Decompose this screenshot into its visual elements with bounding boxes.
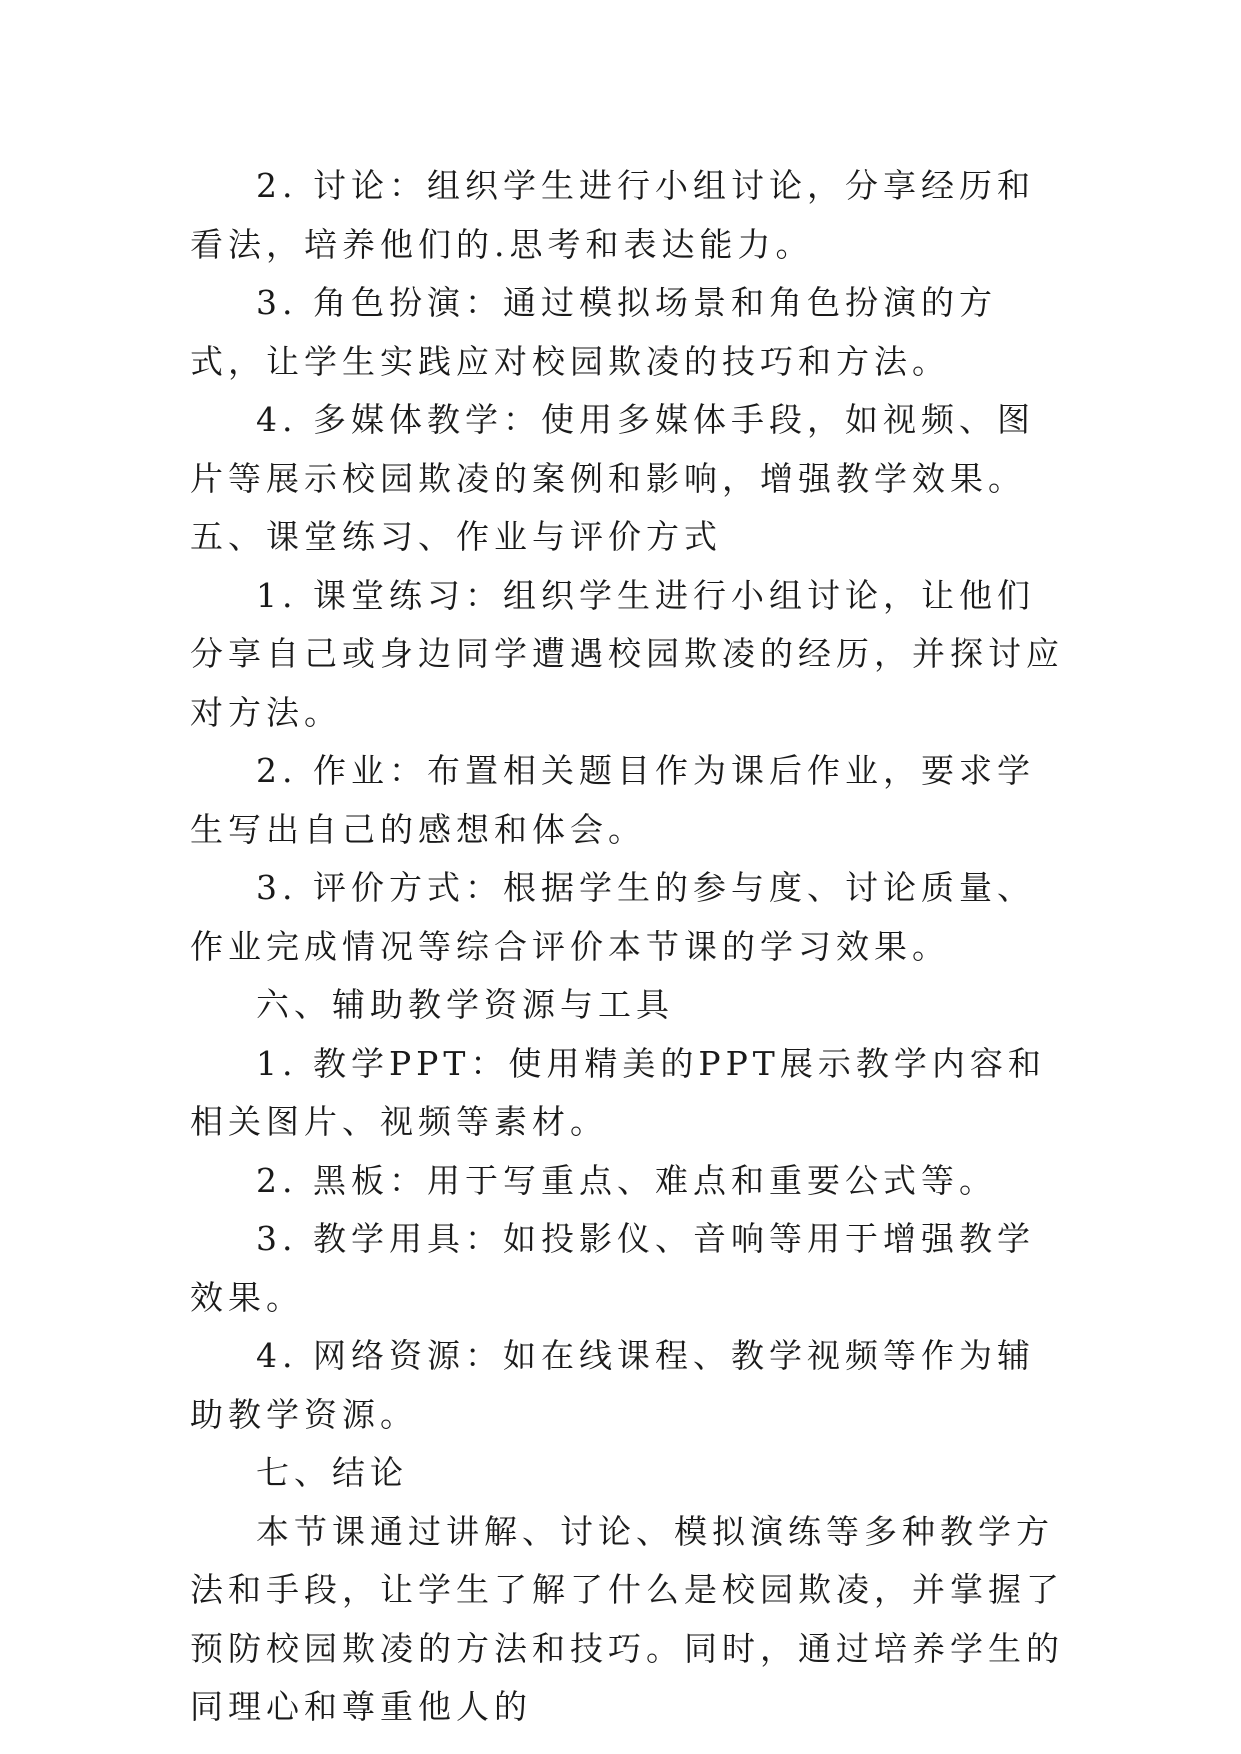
- paragraph-conclusion: 本节课通过讲解、讨论、模拟演练等多种教学方法和手段，让学生了解了什么是校园欺凌，并掌握了预防校园欺凌的方法和技巧。同时，通过培养学生的同理心和尊重他人的: [190, 1511, 1064, 1726]
- paragraph-discussion: 2. 讨论：组织学生进行小组讨论，分享经历和看法，培养他们的.思考和表达能力。: [190, 166, 1035, 264]
- paragraph-evaluation: 3. 评价方式：根据学生的参与度、讨论质量、作业完成情况等综合评价本节课的学习效果。: [190, 868, 1035, 966]
- paragraph-network-resources: 4. 网络资源：如在线课程、教学视频等作为辅助教学资源。: [190, 1336, 1035, 1434]
- paragraph-multimedia: 4. 多媒体教学：使用多媒体手段，如视频、图片等展示校园欺凌的案例和影响，增强教学效果。 五、课堂练习、作业与评价方式: [190, 400, 1035, 556]
- paragraph-homework: 2. 作业：布置相关题目作为课后作业，要求学生写出自己的感想和体会。: [190, 751, 1035, 849]
- document-body: [190, 157, 1070, 1737]
- section-heading-conclusion: 七、结论: [256, 1453, 408, 1492]
- paragraph-blackboard: 2. 黑板：用于写重点、难点和重要公式等。: [256, 1160, 997, 1200]
- paragraph-ppt: 1. 教学PPT：使用精美的PPT展示教学内容和相关图片、视频等素材。: [190, 1043, 1046, 1141]
- paragraph-class-practice: 1. 课堂练习：组织学生进行小组讨论，让他们分享自己或身边同学遭遇校园欺凌的经历，并探讨应对方法。: [190, 575, 1064, 732]
- section-heading-resources: 六、辅助教学资源与工具: [256, 985, 674, 1024]
- paragraph-role-play: 3. 角色扮演：通过模拟场景和角色扮演的方式，让学生实践应对校园欺凌的技巧和方法。: [190, 283, 997, 381]
- paragraph-teaching-tools: 3. 教学用具：如投影仪、音响等用于增强教学效果。: [190, 1219, 1035, 1317]
